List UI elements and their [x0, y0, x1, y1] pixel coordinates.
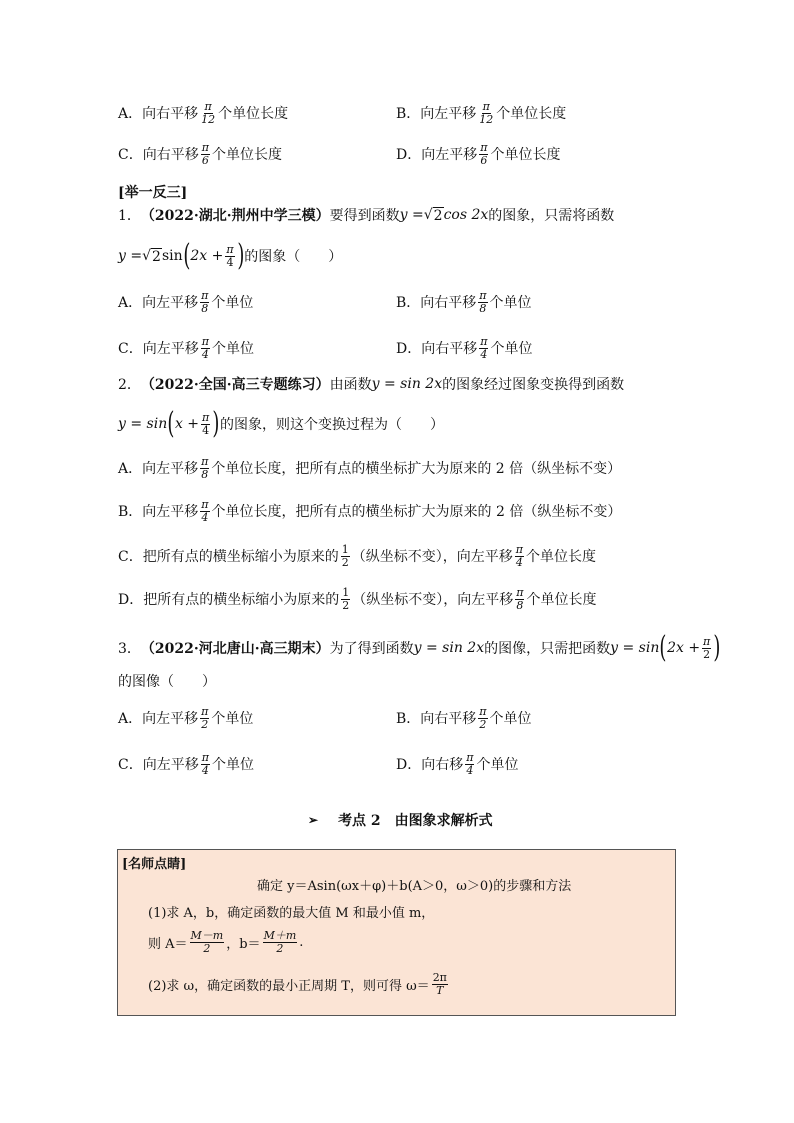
option-c[interactable]: C．把所有点的横坐标缩小为原来的 $\frac{1}{2}$ （纵坐标不变），向左平移 $\frac{\pi}{4}$ 个单位长度: [118, 542, 596, 569]
question-source: （2022·河北唐山·高三期末）: [140, 641, 330, 657]
option-a[interactable]: A．向左平移 $\frac{\pi}{2}$ 个单位: [118, 704, 254, 731]
option-a[interactable]: A．向左平移 $\frac{\pi}{8}$ 个单位: [118, 288, 254, 315]
question-2-stem: 2． （2022·全国·高三专题练习） 由函数 y = sin 2x 的图象经过图象变换得到函数: [118, 376, 625, 393]
tip-box: [117, 849, 676, 1016]
question-3-stem-cont: 的图像（ ）: [118, 674, 216, 690]
section-heading: [308, 810, 493, 830]
option-label: C．向右平移: [118, 147, 199, 163]
option-tail: 个单位长度: [218, 106, 289, 122]
option-c[interactable]: [118, 142, 396, 167]
option-row: [118, 700, 676, 736]
question-1-formula: y = √ 2 sin ( 2x + $\frac{\pi}{4}$ ) 的图象（ ）: [118, 238, 343, 273]
tip-step-1: (1)求 A，b，确定函数的最大值 M 和最小值 m，: [148, 906, 435, 921]
tip-formula: 则 A＝ $\frac{M-m}{2}$ ，b＝ $\frac{M+m}{2}$ .: [148, 929, 304, 955]
question-source: （2022·湖北·荆州中学三模）: [140, 208, 330, 224]
question-1-stem: 1． （2022·湖北·荆州中学三模） 要得到函数 y = √ 2 cos 2x 的图象，只需将函数: [118, 206, 615, 224]
option-row: [118, 330, 676, 366]
option-b[interactable]: B．向右平移 $\frac{\pi}{8}$ 个单位: [396, 288, 532, 315]
sqrt: √ 2: [423, 206, 443, 224]
option-d[interactable]: D．向右平移 $\frac{\pi}{4}$ 个单位: [396, 334, 533, 361]
option-tail: 个单位长度: [490, 147, 561, 163]
option-label: A．向右平移: [118, 106, 199, 122]
option-row: [118, 284, 676, 320]
section-label: [举一反三]: [118, 185, 188, 201]
fraction: $\frac{\pi}{12}$: [201, 99, 216, 126]
option-b[interactable]: [396, 101, 674, 126]
fraction: $\frac{\pi}{6}$: [201, 140, 209, 167]
option-a[interactable]: A．向左平移 $\frac{\pi}{8}$ 个单位长度，把所有点的横坐标扩大为原来的 2 倍（纵坐标不变）: [118, 454, 622, 481]
option-c[interactable]: C．向左平移 $\frac{\pi}{4}$ 个单位: [118, 750, 254, 777]
option-d[interactable]: D．向右移 $\frac{\pi}{4}$ 个单位: [396, 750, 519, 777]
option-tail: 个单位长度: [496, 106, 567, 122]
option-row: [118, 95, 676, 131]
fraction: $\frac{\pi}{4}$: [226, 242, 234, 269]
section-heading-text: 考点 2 由图象求解析式: [338, 813, 493, 829]
option-row: [118, 136, 676, 172]
question-source: （2022·全国·高三专题练习）: [140, 377, 330, 393]
option-tail: 个单位长度: [211, 147, 282, 163]
option-c[interactable]: C．向左平移 $\frac{\pi}{4}$ 个单位: [118, 334, 254, 361]
tip-title: 确定 y＝Asin(ωx＋φ)＋b(A＞0，ω＞0)的步骤和方法: [257, 879, 572, 894]
question-2-formula: y = sin ( x + $\frac{\pi}{4}$ ) 的图象，则这个变换过程为（ ）: [118, 406, 444, 441]
tip-label: [名师点睛]: [122, 857, 187, 872]
option-b[interactable]: B．向左平移 $\frac{\pi}{4}$ 个单位长度，把所有点的横坐标扩大为原来的 2 倍（纵坐标不变）: [118, 497, 622, 524]
option-label: D．向左平移: [396, 147, 478, 163]
arrow-icon: ➢: [308, 813, 319, 827]
tip-step-2: (2)求 ω，确定函数的最小正周期 T，则可得 ω＝ $\frac{2\pi}{T}$: [148, 971, 447, 997]
option-d[interactable]: D．把所有点的横坐标缩小为原来的 $\frac{1}{2}$ （纵坐标不变），向左平移 $\frac{\pi}{8}$ 个单位长度: [118, 585, 597, 612]
option-b[interactable]: B．向右平移 $\frac{\pi}{2}$ 个单位: [396, 704, 532, 731]
option-label: B．向左平移: [396, 106, 477, 122]
option-row: [118, 746, 676, 782]
option-d[interactable]: [396, 142, 674, 167]
question-3-stem: 3． （2022·河北唐山·高三期末） 为了得到函数 y = sin 2x 的图像，只需把函数 y = sin ( 2x + $\frac{\pi}{2}$ ): [118, 630, 721, 665]
fraction: $\frac{\pi}{6}$: [480, 140, 488, 167]
option-a[interactable]: [118, 101, 396, 126]
fraction: $\frac{\pi}{12}$: [479, 99, 494, 126]
